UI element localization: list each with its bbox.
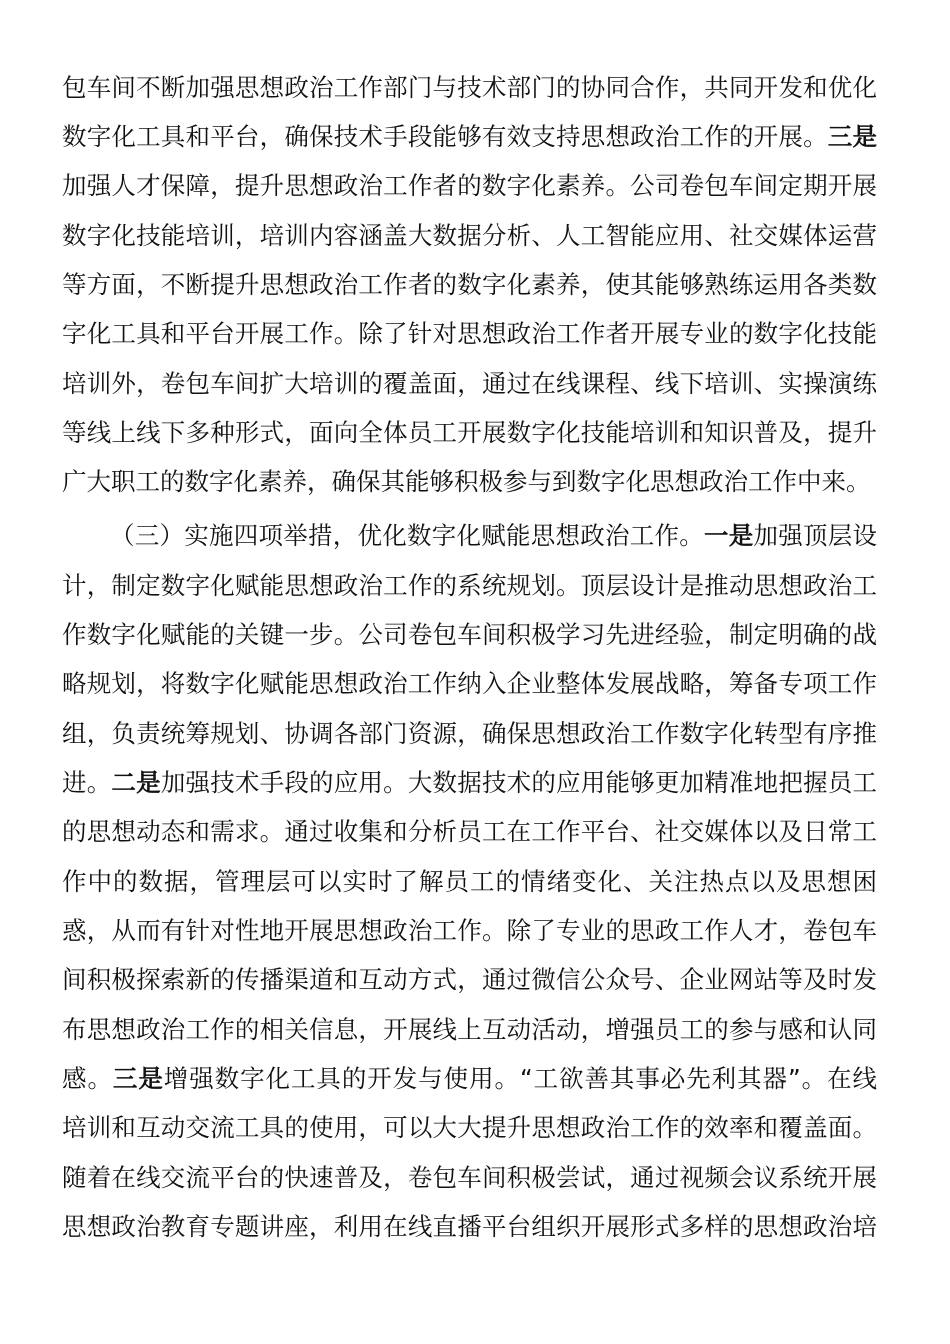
text-segment: 作数字化赋能的关键一步。公司卷包车间积极学习先进经验，制定明确的战 [62, 620, 877, 649]
text-line [62, 911, 877, 951]
bold-phrase: 三是 [827, 122, 877, 151]
bold-phrase: 一是 [704, 521, 754, 550]
text-line [62, 862, 877, 902]
text-line [62, 68, 877, 108]
text-line [62, 714, 877, 754]
text-segment: 字化工具和平台开展工作。除了针对思想政治工作者开展专业的数字化技能 [62, 319, 877, 348]
section-heading: （三）实施四项举措，优化数字化赋能思想政治工作。 [110, 521, 704, 550]
text-segment: 惑，从而有针对性地开展思想政治工作。除了专业的思政工作人才，卷包车 [62, 916, 877, 945]
text-segment: 等方面，不断提升思想政治工作者的数字化素养，使其能够熟练运用各类数 [62, 270, 877, 299]
text-segment: 培训外，卷包车间扩大培训的覆盖面，通过在线课程、线下培训、实操演练 [62, 369, 877, 398]
text-line [62, 1010, 877, 1050]
text-line [62, 812, 877, 852]
text-segment: 计，制定数字化赋能思想政治工作的系统规划。顶层设计是推动思想政治工 [62, 571, 877, 600]
text-line [62, 364, 877, 404]
text-line [62, 1158, 877, 1198]
text-segment: 间积极探索新的传播渠道和互动方式，通过微信公众号、企业网站等及时发 [62, 965, 877, 994]
text-segment: 加强人才保障，提升思想政治工作者的数字化素养。公司卷包车间定期开展 [62, 171, 877, 200]
text-line [62, 413, 877, 453]
text-line [62, 314, 877, 354]
text-line [62, 265, 877, 305]
text-line [62, 615, 877, 655]
text-segment: 培训和互动交流工具的使用，可以大大提升思想政治工作的效率和覆盖面。 [62, 1113, 877, 1142]
text-line [62, 1108, 877, 1148]
bold-phrase: 三是 [112, 1064, 164, 1093]
text-segment: 的思想动态和需求。通过收集和分析员工在工作平台、社交媒体以及日常工 [62, 817, 877, 846]
text-segment: 作中的数据，管理层可以实时了解员工的情绪变化、关注热点以及思想困 [62, 867, 877, 896]
text-segment: 进。 [62, 768, 112, 797]
text-segment: 随着在线交流平台的快速普及，卷包车间积极尝试，通过视频会议系统开展 [62, 1163, 877, 1192]
text-segment: 布思想政治工作的相关信息，开展线上互动活动，增强员工的参与感和认同 [62, 1015, 877, 1044]
text-segment: 广大职工的数字化素养，确保其能够积极参与到数字化思想政治工作中来。 [62, 467, 871, 496]
text-line [62, 664, 877, 704]
text-segment: 包车间不断加强思想政治工作部门与技术部门的协同合作，共同开发和优化 [62, 73, 877, 102]
text-line [62, 1207, 877, 1247]
bold-phrase: 二是 [111, 768, 161, 797]
text-segment: 加强顶层设 [753, 521, 877, 550]
text-line [62, 117, 877, 157]
text-line [62, 462, 877, 502]
section-heading-line [110, 516, 877, 556]
text-line [62, 960, 877, 1000]
text-segment: 等线上线下多种形式，面向全体员工开展数字化技能培训和知识普及，提升 [62, 418, 877, 447]
text-segment: 略规划，将数字化赋能思想政治工作纳入企业整体发展战略，筹备专项工作 [62, 669, 877, 698]
text-line [62, 216, 877, 256]
text-segment: 数字化技能培训，培训内容涵盖大数据分析、人工智能应用、社交媒体运营 [62, 221, 877, 250]
text-segment: 加强技术手段的应用。大数据技术的应用能够更加精准地把握员工 [160, 768, 877, 797]
text-segment: 增强数字化工具的开发与使用。“工欲善其事必先利其器”。在线 [163, 1064, 878, 1093]
text-line [62, 1059, 877, 1099]
text-segment: 感。 [62, 1064, 113, 1093]
text-segment: 思想政治教育专题讲座，利用在线直播平台组织开展形式多样的思想政治培 [62, 1212, 877, 1241]
text-segment: 数字化工具和平台，确保技术手段能够有效支持思想政治工作的开展。 [62, 122, 828, 151]
text-line [62, 566, 877, 606]
text-line [62, 763, 877, 803]
text-segment: 组，负责统筹规划、协调各部门资源，确保思想政治工作数字化转型有序推 [62, 719, 877, 748]
text-line [62, 166, 877, 206]
